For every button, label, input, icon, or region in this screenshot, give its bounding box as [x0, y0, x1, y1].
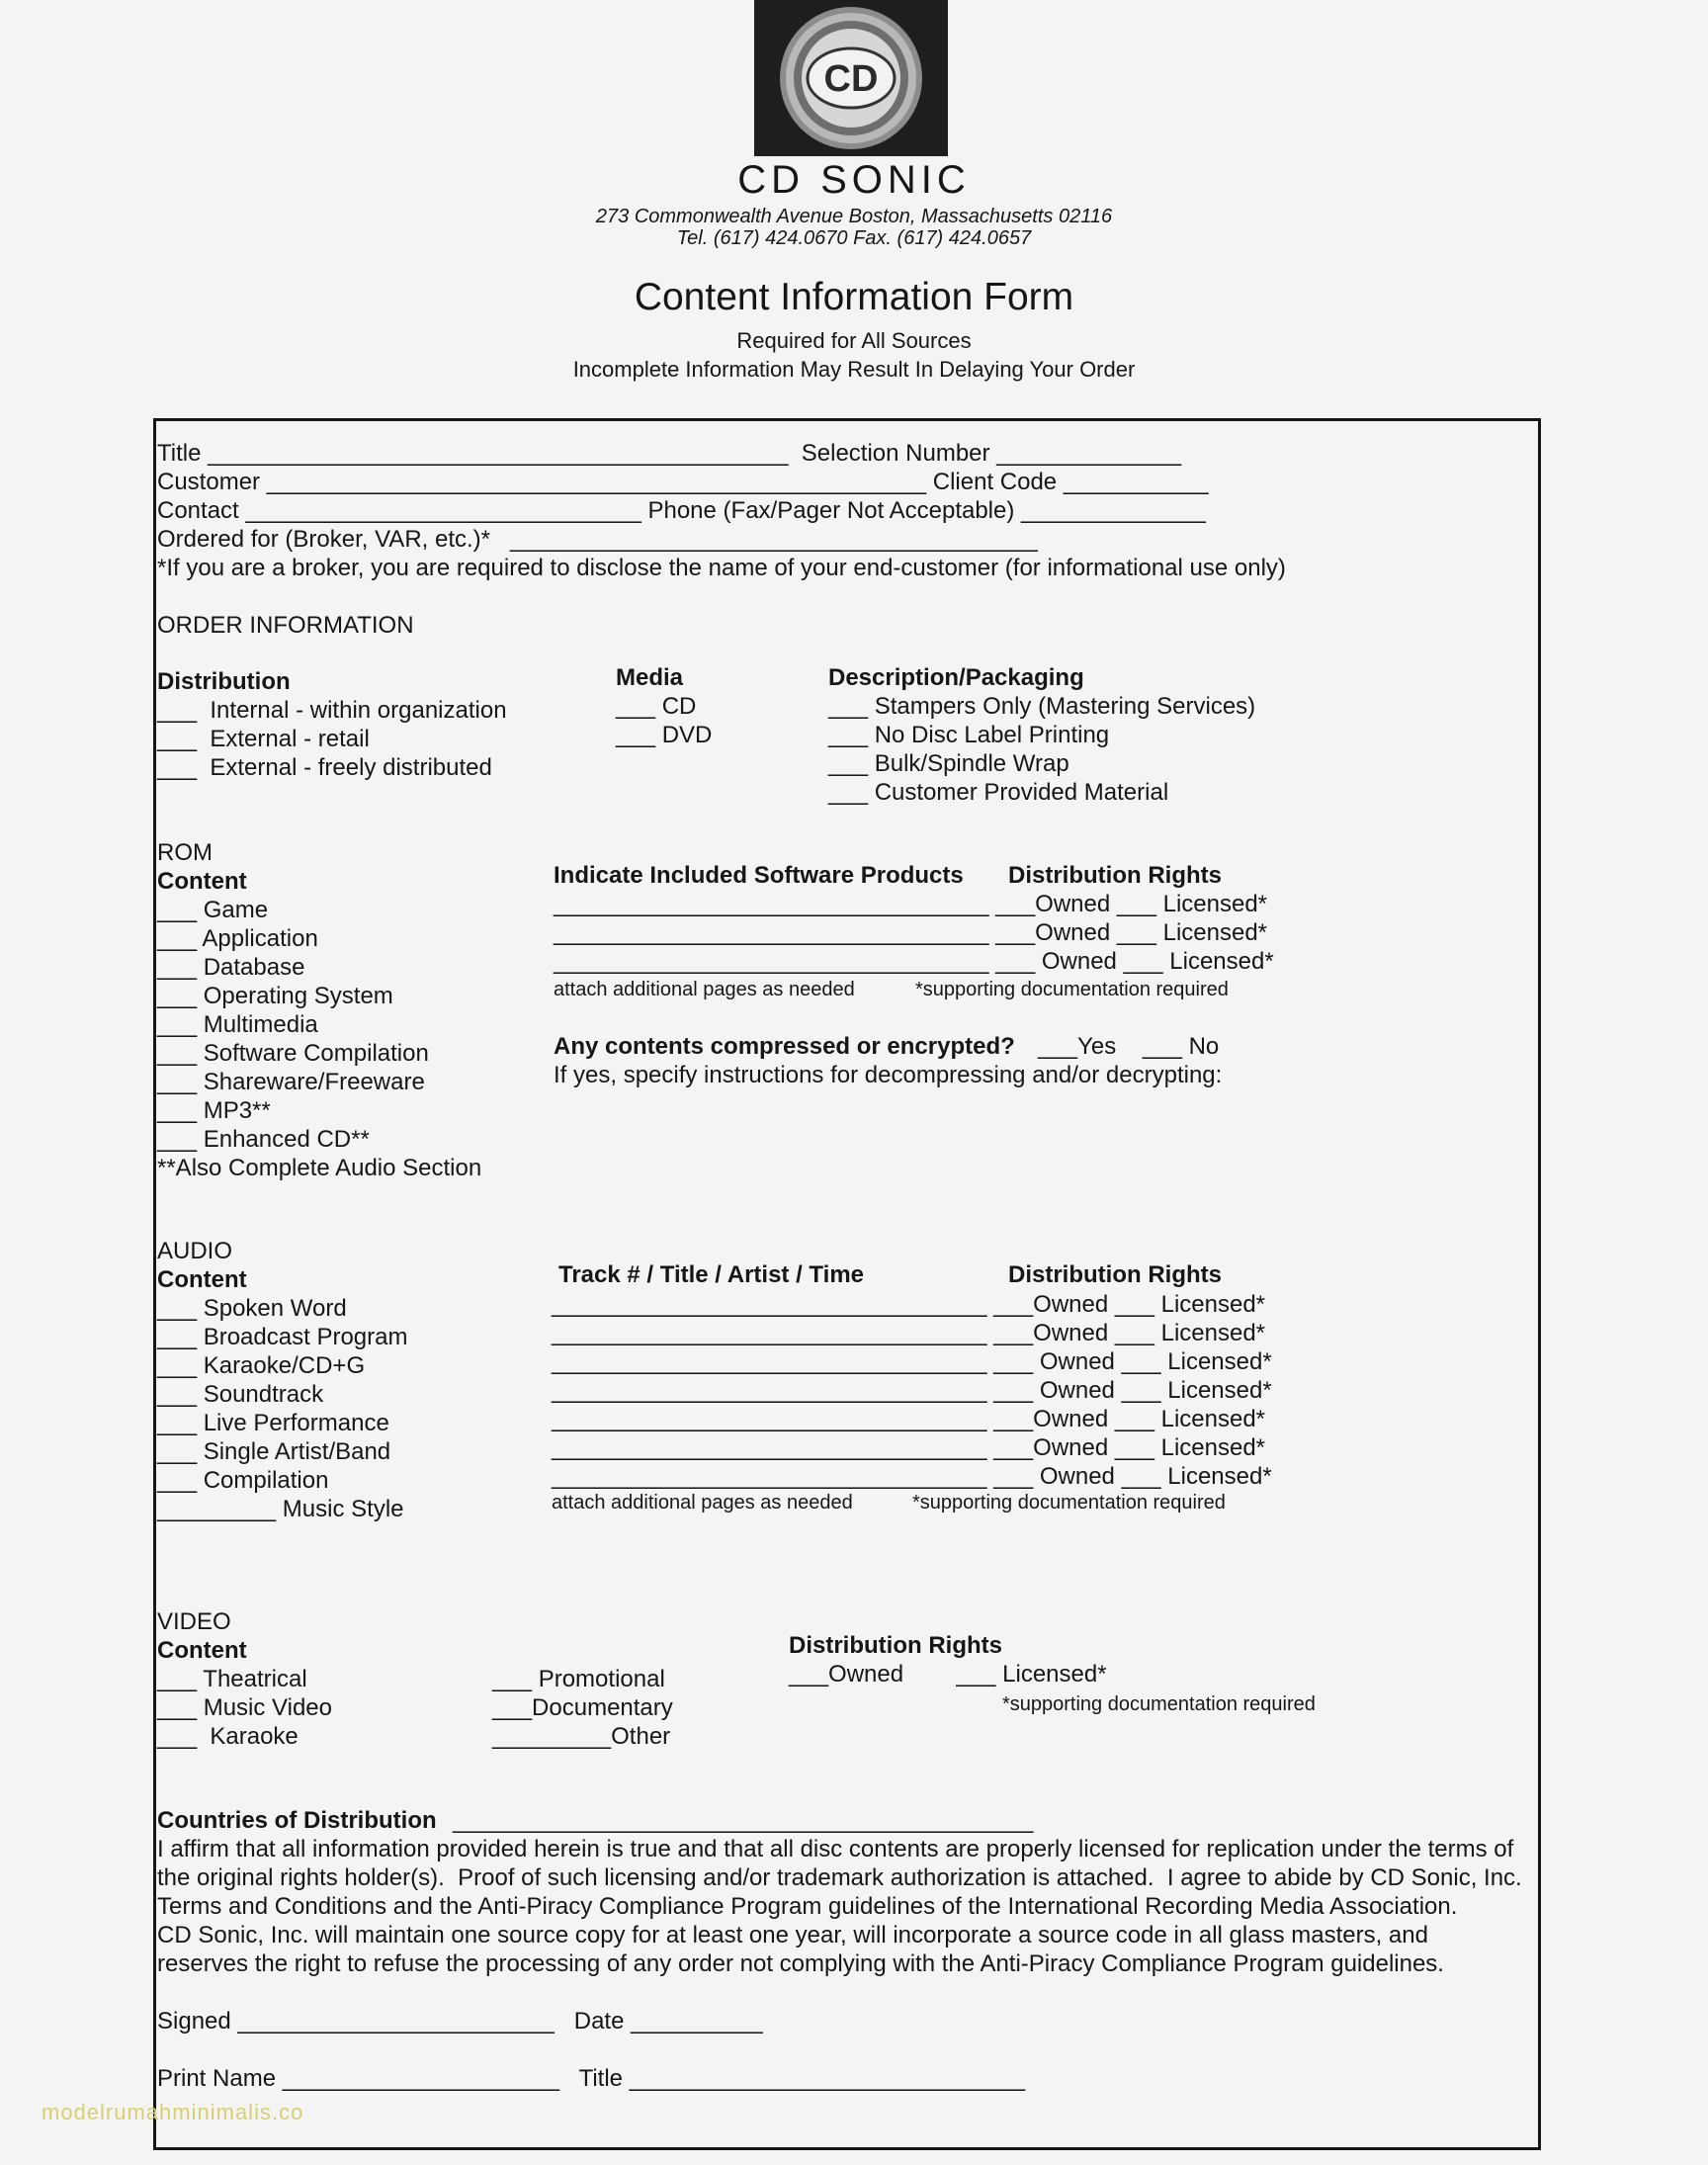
rom-content-option[interactable]: ___ Database	[157, 954, 305, 981]
track-line[interactable]: _________________________________ ___ Owned ___ Licensed*	[552, 1377, 1272, 1404]
form-title: Content Information Form	[634, 276, 1074, 318]
media-option[interactable]: ___ DVD	[616, 722, 713, 748]
rom-heading: ROM	[157, 839, 213, 866]
disc-logo-icon	[754, 0, 948, 156]
audio-music-style[interactable]: _________ Music Style	[157, 1496, 404, 1522]
distribution-option[interactable]: ___ Internal - within organization	[157, 697, 507, 724]
rom-distribution-rights-heading: Distribution Rights	[1008, 862, 1222, 889]
rom-content-option[interactable]: ___ Game	[157, 897, 269, 923]
affirmation-line: I affirm that all information provided herein is true and that all disc contents are properly licensed for replication under the terms of	[157, 1836, 1514, 1862]
rom-audio-note: **Also Complete Audio Section	[157, 1155, 482, 1181]
track-line[interactable]: _________________________________ ___Owned ___ Licensed*	[552, 1434, 1266, 1461]
software-product-line[interactable]: _________________________________ ___Owned ___ Licensed*	[554, 919, 1268, 946]
packaging-option[interactable]: ___ Customer Provided Material	[828, 779, 1169, 806]
rom-attach-note: attach additional pages as needed	[554, 979, 855, 1000]
print-name-title-field[interactable]: Print Name _____________________ Title ______________________________	[157, 2065, 1026, 2092]
video-distribution-rights-heading: Distribution Rights	[789, 1632, 1002, 1659]
audio-support-note: *supporting documentation required	[912, 1492, 1226, 1514]
video-content-option[interactable]: _________Other	[492, 1723, 671, 1750]
rom-support-note: *supporting documentation required	[915, 979, 1229, 1000]
track-heading: Track # / Title / Artist / Time	[558, 1261, 865, 1288]
rom-content-option[interactable]: ___ Enhanced CD**	[157, 1126, 370, 1153]
contact-field[interactable]: Contact ______________________________ Phone (Fax/Pager Not Acceptable) ______________	[157, 497, 1206, 524]
software-product-line[interactable]: _________________________________ ___Owned ___ Licensed*	[554, 891, 1268, 917]
distribution-option[interactable]: ___ External - freely distributed	[157, 754, 492, 781]
track-line[interactable]: _________________________________ ___ Owned ___ Licensed*	[552, 1463, 1272, 1490]
video-content-heading: Content	[157, 1637, 247, 1664]
rom-content-option[interactable]: ___ Application	[157, 925, 318, 952]
track-line[interactable]: _________________________________ ___ Owned ___ Licensed*	[552, 1348, 1272, 1375]
track-line[interactable]: _________________________________ ___Owned ___ Licensed*	[552, 1320, 1266, 1346]
media-heading: Media	[616, 664, 684, 691]
packaging-option[interactable]: ___ Stampers Only (Mastering Services)	[828, 693, 1256, 720]
audio-content-option[interactable]: ___ Broadcast Program	[157, 1324, 408, 1350]
video-support-note: *supporting documentation required	[1002, 1693, 1316, 1715]
order-information-heading: ORDER INFORMATION	[157, 612, 414, 639]
video-content-option[interactable]: ___ Theatrical	[157, 1666, 307, 1692]
affirmation-line: CD Sonic, Inc. will maintain one source copy for at least one year, will incorporate a source code in all glass masters, and	[157, 1922, 1428, 1948]
brand-name: CD SONIC	[737, 158, 971, 202]
form-subtitle-required: Required for All Sources	[736, 328, 972, 353]
packaging-option[interactable]: ___ Bulk/Spindle Wrap	[828, 750, 1069, 777]
distribution-heading: Distribution	[157, 668, 291, 695]
distribution-option[interactable]: ___ External - retail	[157, 726, 370, 752]
audio-content-option[interactable]: ___ Karaoke/CD+G	[157, 1352, 366, 1379]
rom-content-heading: Content	[157, 868, 247, 895]
rom-content-option[interactable]: ___ Operating System	[157, 983, 393, 1009]
audio-heading: AUDIO	[157, 1238, 233, 1264]
company-address: 273 Commonwealth Avenue Boston, Massachusetts 02116	[595, 206, 1113, 227]
svg-text:CD: CD	[823, 58, 879, 100]
video-content-option[interactable]: ___ Karaoke	[157, 1723, 299, 1750]
affirmation-line: Terms and Conditions and the Anti-Piracy Compliance Program guidelines of the International Recording Media Association.	[157, 1893, 1458, 1920]
title-field[interactable]: Title ____________________________________________ Selection Number ______________	[157, 440, 1182, 467]
affirmation-line: the original rights holder(s). Proof of such licensing and/or trademark authorization is attached. I agree to abide by CD Sonic, Inc.	[157, 1864, 1522, 1891]
software-product-line[interactable]: _________________________________ ___ Owned ___ Licensed*	[554, 948, 1274, 975]
audio-attach-note: attach additional pages as needed	[552, 1492, 853, 1514]
audio-content-option[interactable]: ___ Soundtrack	[157, 1381, 324, 1408]
company-phones: Tel. (617) 424.0670 Fax. (617) 424.0657	[676, 227, 1032, 249]
audio-content-option[interactable]: ___ Single Artist/Band	[157, 1438, 391, 1465]
audio-content-option[interactable]: ___ Compilation	[157, 1467, 329, 1494]
packaging-option[interactable]: ___ No Disc Label Printing	[828, 722, 1110, 748]
video-rights-options[interactable]: ___Owned ___ Licensed*	[789, 1661, 1107, 1688]
decompress-instructions: If yes, specify instructions for decompressing and/or decrypting:	[554, 1062, 1223, 1088]
broker-note: *If you are a broker, you are required to disclose the name of your end-customer (for informational use only)	[157, 555, 1286, 581]
form-subtitle-warning: Incomplete Information May Result In Delaying Your Order	[572, 357, 1136, 382]
compressed-question: Any contents compressed or encrypted?	[554, 1033, 1015, 1060]
signature-date-field[interactable]: Signed ________________________ Date __________	[157, 2008, 763, 2035]
audio-content-option[interactable]: ___ Live Performance	[157, 1410, 389, 1436]
audio-distribution-rights-heading: Distribution Rights	[1008, 1261, 1222, 1288]
watermark: modelrumahminimalis.co	[42, 2100, 304, 2124]
countries-label: Countries of Distribution	[157, 1807, 437, 1834]
video-content-option[interactable]: ___Documentary	[492, 1694, 673, 1721]
video-content-option[interactable]: ___ Music Video	[157, 1694, 332, 1721]
affirmation-line: reserves the right to refuse the processing of any order not complying with the Anti-Piracy Compliance Program guidelines.	[157, 1950, 1444, 1977]
track-line[interactable]: _________________________________ ___Owned ___ Licensed*	[552, 1291, 1266, 1318]
audio-content-heading: Content	[157, 1266, 247, 1293]
software-products-heading: Indicate Included Software Products	[554, 862, 964, 889]
video-content-option[interactable]: ___ Promotional	[492, 1666, 665, 1692]
rom-content-option[interactable]: ___ Shareware/Freeware	[157, 1069, 425, 1095]
video-heading: VIDEO	[157, 1608, 231, 1635]
rom-content-option[interactable]: ___ Multimedia	[157, 1011, 318, 1038]
description-packaging-heading: Description/Packaging	[828, 664, 1084, 691]
audio-content-option[interactable]: ___ Spoken Word	[157, 1295, 347, 1322]
cd-sonic-logo	[754, 0, 948, 156]
countries-field[interactable]: ____________________________________________	[453, 1807, 1034, 1834]
ordered-for-field[interactable]: Ordered for (Broker, VAR, etc.)* ________________________________________	[157, 526, 1038, 553]
customer-field[interactable]: Customer __________________________________________________ Client Code ___________	[157, 469, 1209, 495]
rom-content-option[interactable]: ___ MP3**	[157, 1097, 271, 1124]
compressed-yes-no[interactable]: ___Yes ___ No	[1038, 1033, 1220, 1060]
track-line[interactable]: _________________________________ ___Owned ___ Licensed*	[552, 1406, 1266, 1432]
media-option[interactable]: ___ CD	[616, 693, 697, 720]
rom-content-option[interactable]: ___ Software Compilation	[157, 1040, 429, 1067]
